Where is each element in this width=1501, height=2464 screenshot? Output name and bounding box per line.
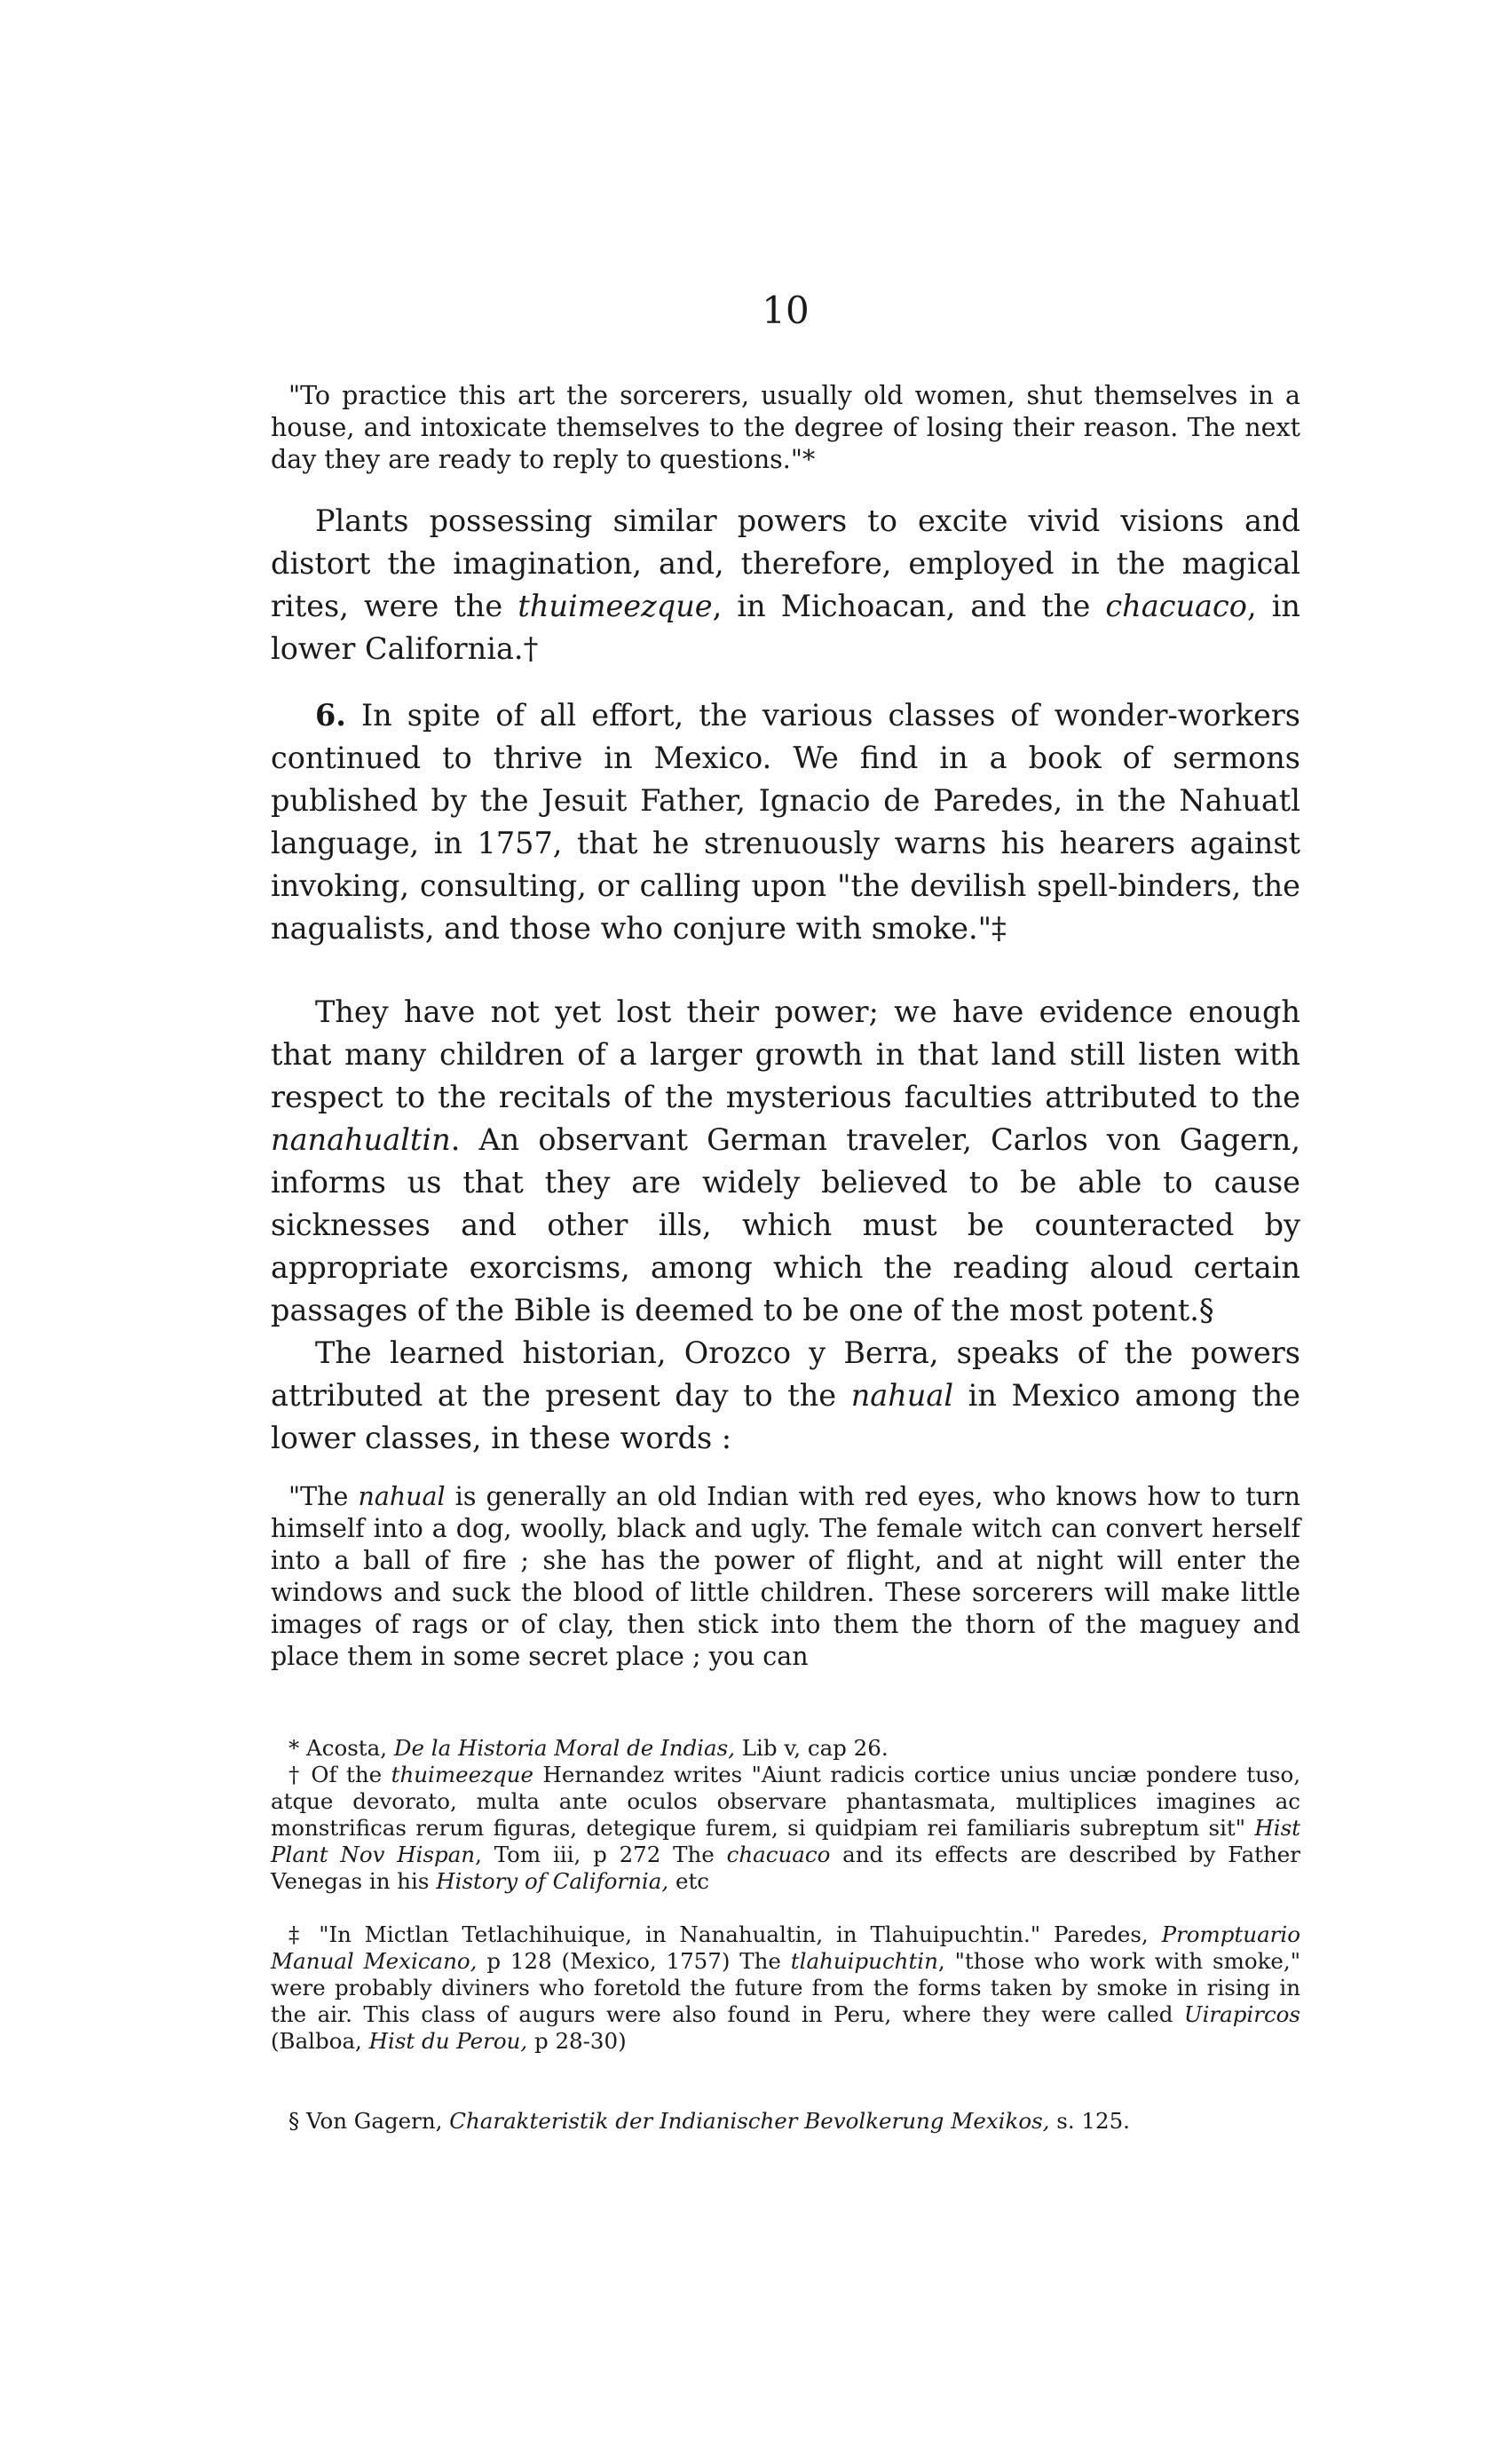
term-chacuaco: chacuaco [1105,589,1247,623]
footnote-title: De la Historia Moral de Indias, [393,1735,735,1761]
footnote-1 [271,1735,1300,1762]
paragraph-plants [271,500,1300,670]
footnote-title: Hist Plant Nov Hispan [271,1815,1300,1867]
footnote-text: s. 125. [1049,2108,1130,2134]
footnote-text: , Tom iii, p 272 The [475,1842,727,1867]
paragraph-text: The learned historian, Orozco y Berra, speaks of the powers attributed at the present day to the [271,1335,1300,1413]
paragraph-orozco [271,1332,1300,1460]
footnote-text: † Of the [288,1762,391,1787]
footnote-title: Promptuario Manual Mexicano, [271,1921,1300,1974]
footnote-text: Lib v, cap 26. [734,1735,889,1761]
footnote-3 [271,1921,1300,2055]
term-nanahualtin: nanahualtin [271,1122,451,1157]
paragraph-text: . An observant German traveler, Carlos von Gagern, informs us that they are widely believed to be able to cause sicknesses and other ills, which must be counteracted by appropriate exorcisms, among which the reading aloud certain passages of the Bible is deemed to be one of the most potent.§ [271,1122,1300,1327]
page-number: 10 [762,289,810,332]
paragraph-power [271,991,1300,1332]
footnote-text: and its effects are described by Father Venegas in his [271,1842,1301,1894]
paragraph-text: in Mexico among the lower classes, in these words : [271,1378,1301,1455]
paragraph-text: In spite of all effort, the various classes of wonder-workers continued to thrive in Mexico. We find in a book of sermons published by the Jesuit Father, Ignacio de Paredes, in the Nahuatl language, in 1757, that he strenuously warns his hearers against invoking, consulting, or calling upon "the devilish spell-binders, the nagualists, and those who conjure with smoke."‡ [271,698,1300,946]
term-nahual: nahual [850,1378,954,1413]
section-number: 6. [315,698,346,733]
paragraph-text: They have not yet lost their power; we have evidence enough that many children of a larger growth in that land still listen with respect to the recitals of the mysterious faculties attributed to the [271,994,1300,1114]
footnote-text: etc [668,1868,710,1894]
footnote-text: p 128 (Mexico, 1757) The [477,1948,791,1974]
quote-sorcerers: "To practice this art the sorcerers, usually old women, shut themselves in a house, and intoxicate themselves to the degree of losing their reason. The next day they are ready to reply to questions."* [271,381,1300,474]
footnote-term: chacuaco [726,1842,831,1867]
term-nahual: nahual [358,1482,446,1511]
term-thuimeezque: thuimeezque [517,589,713,623]
footnote-title: Charakteristik der Indianischer Bevolkerung Mexikos, [449,2108,1050,2134]
footnote-title: Hist du Perou, [368,2028,528,2054]
quote-text: is generally an old Indian with red eyes, who knows how to turn himself into a dog, woolly, black and ugly. The female witch can convert herself into a ball of fire ; she has the power of flight, and at night will enter the windows and suck the blood of little children. These sorcerers will make little images of rags or of clay, then stick into them the thorn of the maguey and place them in some secret place ; you can [271,1482,1301,1671]
paragraph-text: Plants possessing similar powers to excite vivid visions and distort the imagination, and, therefore, employed in the magical rites, were the [271,503,1300,623]
footnote-2 [271,1762,1300,1895]
footnote-term: Uirapircos [1183,2001,1300,2027]
footnote-4 [271,2108,1300,2135]
paragraph-text: , in lower California.† [271,589,1300,666]
footnote-text: ‡ "In Mictlan Tetlachihuique, in Nanahualtin, in Tlahuipuchtin." Paredes, [288,1921,1162,1947]
paragraph-text: , in Michoacan, and the [712,589,1106,623]
footnote-term: thuimeezque [391,1762,533,1787]
footnote-text: , "those who work with smoke," were probably diviners who foretold the future from the forms taken by smoke in rising in the air. This class of augurs were also found in Peru, where they were called [271,1948,1300,2027]
footnote-title: History of California, [436,1868,669,1894]
footnote-term: tlahuipuchtin [790,1948,938,1974]
footnote-text: (Balboa, [271,2028,369,2054]
paragraph-section-6 [271,694,1300,950]
footnote-text: p 28-30) [527,2028,627,2054]
footnote-text: * Acosta, [288,1735,394,1761]
footnote-text: § Von Gagern, [288,2108,450,2134]
quote-nahual [271,1481,1300,1673]
quote-text: "The [288,1482,359,1511]
footnote-text: Hernandez writes "Aiunt radicis cortice unius unciæ pondere tuso, atque devorato, multa ante oculos observare phantasmata, multiplices imagines ac monstrificas rerum figuras, detegique furem, si quidpiam rei familiaris subreptum sit" [271,1762,1301,1841]
